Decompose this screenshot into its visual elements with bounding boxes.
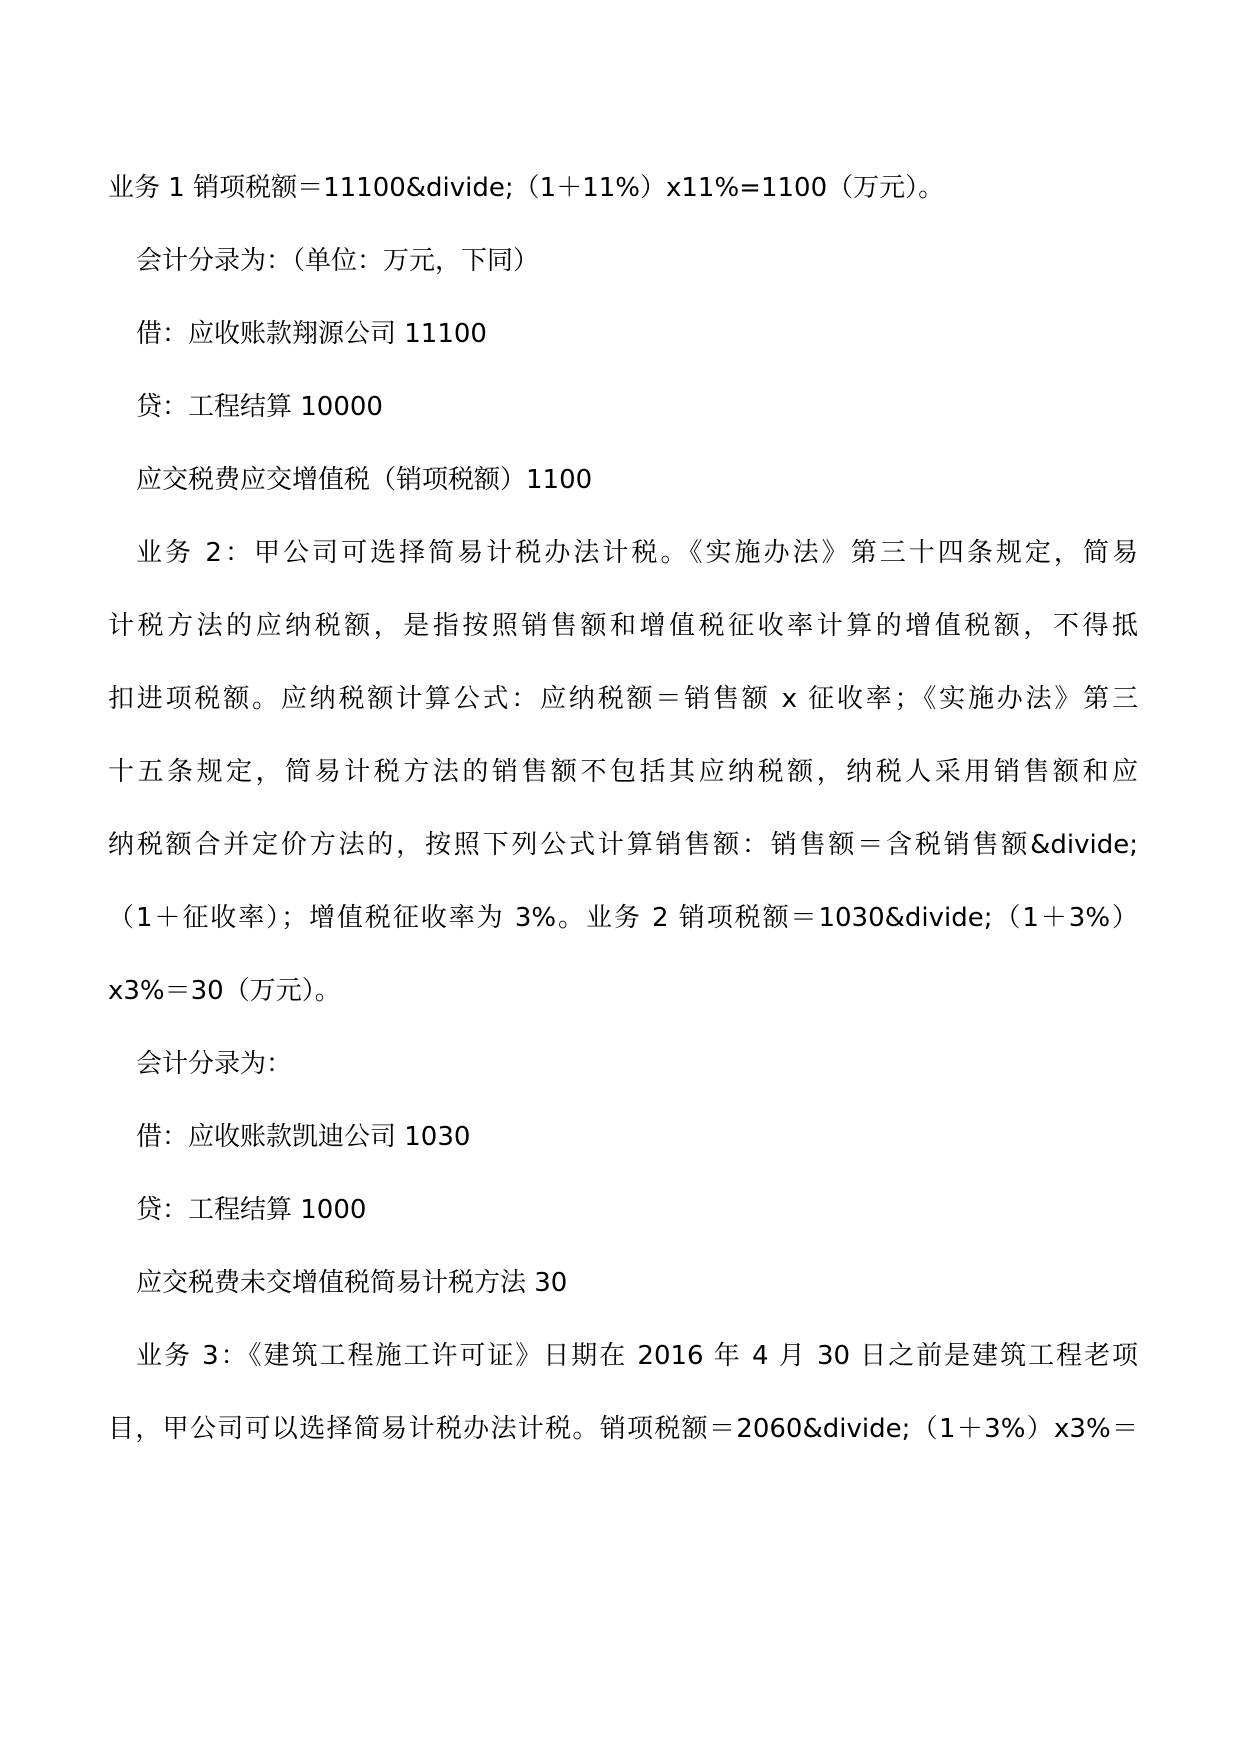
text-line: 会计分录为：（单位：万元，下同） [136,246,540,276]
text-line: 会计分录为： [136,1049,293,1079]
text-line: 目，甲公司可以选择简易计税办法计税。销项税额＝2060&divide;（1＋3%）x3%＝ [108,1414,1138,1444]
text-line: 贷：工程结算 10000 [136,392,383,422]
text-line: （1＋征收率）；增值税征收率为 3%。业务 2 销项税额＝1030&divide;（1＋3%） [108,903,1138,933]
text-line: x3%＝30（万元）。 [108,976,341,1006]
text-line: 纳税额合并定价方法的，按照下列公式计算销售额：销售额＝含税销售额&divide; [108,830,1138,860]
text-line: 业务 1 销项税额＝11100&divide;（1＋11%）x11%=1100（万元）。 [108,173,945,203]
text-line: 十五条规定，简易计税方法的销售额不包括其应纳税额，纳税人采用销售额和应 [108,757,1138,787]
text-line: 计税方法的应纳税额，是指按照销售额和增值税征收率计算的增值税额，不得抵 [108,611,1138,641]
text-line: 应交税费未交增值税简易计税方法 30 [136,1268,568,1298]
text-line: 贷：工程结算 1000 [136,1195,367,1225]
text-line: 业务 3：《建筑工程施工许可证》日期在 2016 年 4 月 30 日之前是建筑工程老项 [136,1341,1138,1371]
text-line: 应交税费应交增值税（销项税额）1100 [136,465,593,495]
text-line: 业务 2：甲公司可选择简易计税办法计税。《实施办法》第三十四条规定，简易 [136,538,1138,568]
text-line: 借：应收账款凯迪公司 1030 [136,1122,471,1152]
text-line: 借：应收账款翔源公司 11100 [136,319,487,349]
text-line: 扣进项税额。应纳税额计算公式：应纳税额＝销售额 x 征收率；《实施办法》第三 [108,684,1138,714]
